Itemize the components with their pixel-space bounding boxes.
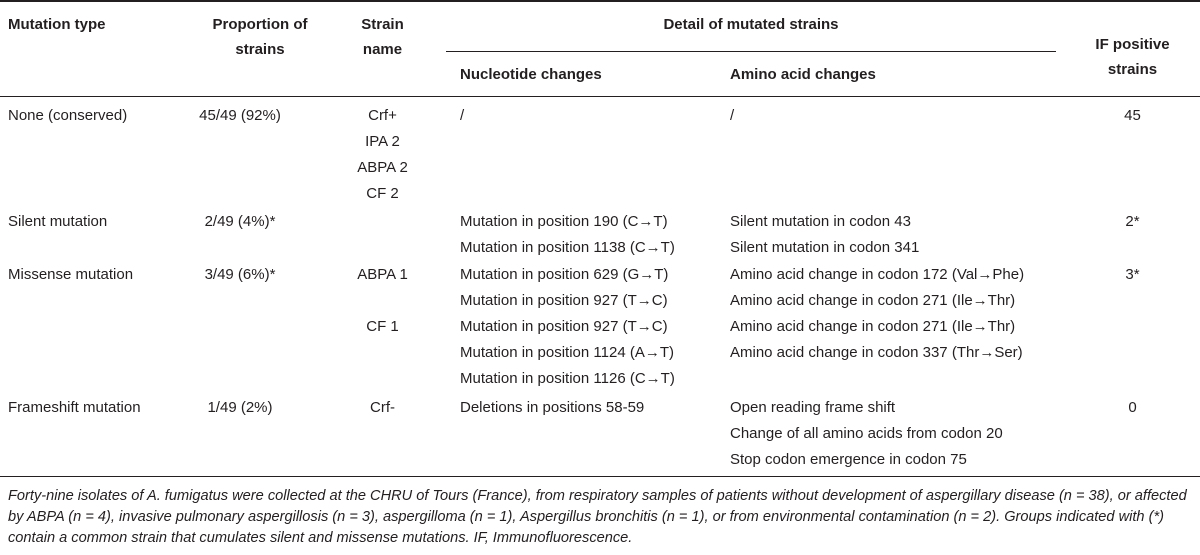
row-type: None (conserved) [8, 107, 128, 124]
row-strain: IPA 2 [365, 133, 400, 150]
row-amino: Amino acid change in codon 271 (Ile→Thr) [730, 318, 1016, 335]
header-if-line1: IF positive [1095, 36, 1170, 53]
row-proportion: 3/49 (6%)* [204, 266, 276, 283]
row-strain: ABPA 2 [357, 159, 408, 176]
row-nucleotide: Mutation in position 1138 (C→T) [460, 239, 675, 256]
header-amino-acid: Amino acid changes [730, 66, 876, 83]
bottom-rule [0, 476, 1200, 477]
row-nucleotide: / [460, 107, 465, 124]
row-if: 2* [1125, 213, 1140, 230]
header-mutation-type: Mutation type [8, 16, 106, 33]
row-nucleotide: Mutation in position 190 (C→T) [460, 213, 668, 230]
row-amino: Amino acid change in codon 271 (Ile→Thr) [730, 292, 1016, 309]
header-proportion-line2: strains [235, 41, 285, 58]
row-nucleotide: Mutation in position 927 (T→C) [460, 292, 668, 309]
row-amino: Stop codon emergence in codon 75 [730, 451, 967, 468]
header-detail: Detail of mutated strains [663, 16, 839, 33]
row-amino: Change of all amino acids from codon 20 [730, 425, 1003, 442]
table-footnote: Forty-nine isolates of A. fumigatus were collected at the CHRU of Tours (France), from respiratory samples of patients without development of aspergillary disease (n = 38), or affected by ABPA (n = 4), invasive pulmonary aspergillosis (n = 3), aspergilloma (n = 1), Aspergillus bronchitis (n = 1), or from environmental contamination (n = 2). Groups indicated with (*) contain a common strain that cumulates silent and missense mutations. IF, Immunofluorescence. [8, 488, 1187, 546]
row-amino: Silent mutation in codon 341 [730, 239, 920, 256]
row-strain: CF 1 [366, 318, 399, 335]
row-proportion: 45/49 (92%) [199, 107, 281, 124]
row-nucleotide: Mutation in position 1126 (C→T) [460, 370, 675, 387]
header-strain-line1: Strain [361, 16, 404, 33]
header-if-line2: strains [1107, 61, 1158, 78]
row-type: Silent mutation [8, 213, 108, 230]
header-strain-name [330, 12, 435, 62]
header-if-positive [1070, 32, 1195, 82]
row-amino: Silent mutation in codon 43 [730, 213, 911, 230]
row-nucleotide: Mutation in position 629 (G→T) [460, 266, 669, 283]
header-proportion-line1: Proportion of [212, 16, 308, 33]
top-rule [0, 0, 1200, 2]
row-amino: Open reading frame shift [730, 399, 896, 416]
row-strain: Crf- [370, 399, 395, 416]
row-proportion: 1/49 (2%) [207, 399, 273, 416]
row-type: Frameshift mutation [8, 399, 141, 416]
row-strain: Crf+ [368, 107, 397, 124]
row-amino: Amino acid change in codon 172 (Val→Phe) [730, 266, 1025, 283]
detail-subrule [446, 51, 1056, 52]
header-rule [0, 96, 1200, 97]
row-if: 0 [1128, 399, 1137, 416]
row-proportion: 2/49 (4%)* [204, 213, 276, 230]
row-if: 45 [1124, 107, 1141, 124]
row-type: Missense mutation [8, 266, 134, 283]
row-strain: CF 2 [366, 185, 399, 202]
row-amino: / [730, 107, 735, 124]
row-nucleotide: Mutation in position 927 (T→C) [460, 318, 668, 335]
header-strain-line2: name [362, 41, 403, 58]
row-nucleotide: Deletions in positions 58-59 [460, 399, 645, 416]
row-nucleotide: Mutation in position 1124 (A→T) [460, 344, 674, 361]
row-if: 3* [1125, 266, 1140, 283]
header-nucleotide: Nucleotide changes [460, 66, 602, 83]
row-amino: Amino acid change in codon 337 (Thr→Ser) [730, 344, 1023, 361]
row-strain: ABPA 1 [357, 266, 408, 283]
